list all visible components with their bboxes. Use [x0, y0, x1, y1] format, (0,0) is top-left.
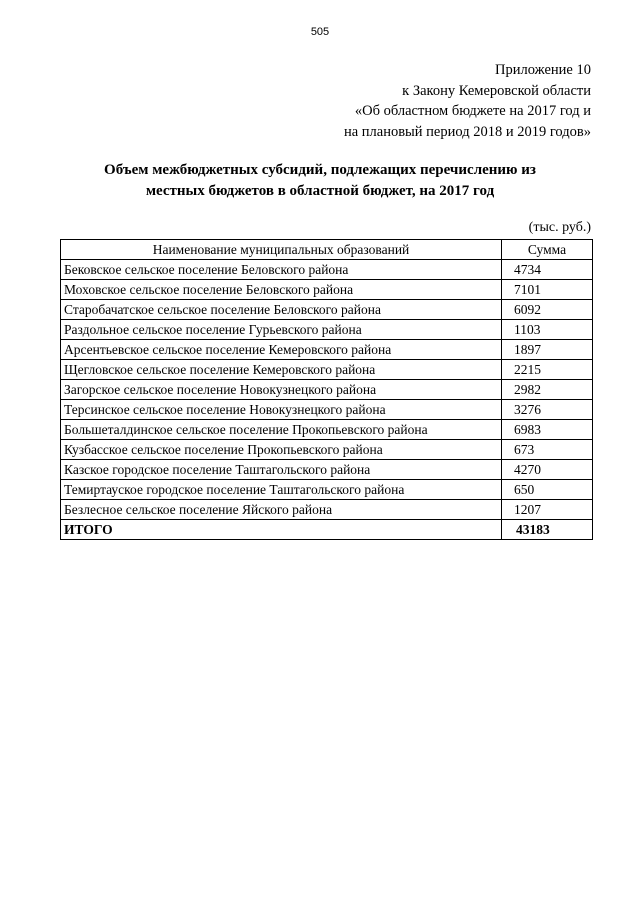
- header-name: Наименование муниципальных образований: [61, 240, 502, 260]
- row-name: Раздольное сельское поселение Гурьевского района: [61, 320, 502, 340]
- table-row: [61, 320, 593, 340]
- row-sum: 2982: [502, 380, 593, 400]
- table-row: [61, 360, 593, 380]
- row-name: Большеталдинское сельское поселение Прокопьевского района: [61, 420, 502, 440]
- subsidies-table: [60, 239, 593, 540]
- table-row: [61, 280, 593, 300]
- appendix-line-3: «Об областном бюджете на 2017 год и: [354, 103, 591, 119]
- row-name: Арсентьевское сельское поселение Кемеровского района: [61, 340, 502, 360]
- table-row: [61, 460, 593, 480]
- row-sum: 673: [502, 440, 593, 460]
- row-sum: 1103: [502, 320, 593, 340]
- row-name: Безлесное сельское поселение Яйского района: [61, 500, 502, 520]
- table-row: [61, 260, 593, 280]
- table-header-row: [61, 240, 593, 260]
- row-name: Казское городское поселение Таштагольского района: [61, 460, 502, 480]
- table-row: [61, 400, 593, 420]
- table-row: [61, 340, 593, 360]
- total-row: [61, 520, 593, 540]
- table-row: [61, 420, 593, 440]
- row-name: Терсинское сельское поселение Новокузнецкого района: [61, 400, 502, 420]
- table-row: [61, 380, 593, 400]
- row-sum: 2215: [502, 360, 593, 380]
- row-sum: 3276: [502, 400, 593, 420]
- appendix-line-1: Приложение 10: [495, 62, 591, 78]
- title-line-1: Объем межбюджетных субсидий, подлежащих перечислению из: [104, 162, 536, 178]
- row-name: Загорское сельское поселение Новокузнецкого района: [61, 380, 502, 400]
- row-name: Бековское сельское поселение Беловского района: [61, 260, 502, 280]
- row-sum: 4734: [502, 260, 593, 280]
- row-name: Моховское сельское поселение Беловского района: [61, 280, 502, 300]
- row-sum: 6092: [502, 300, 593, 320]
- units-label: (тыс. руб.): [528, 220, 591, 235]
- row-name: Темиртауское городское поселение Таштагольского района: [61, 480, 502, 500]
- row-sum: 1207: [502, 500, 593, 520]
- row-name: Кузбасское сельское поселение Прокопьевского района: [61, 440, 502, 460]
- document-title: [0, 160, 640, 202]
- header-sum: Сумма: [502, 240, 593, 260]
- total-label: ИТОГО: [61, 520, 502, 540]
- title-line-2: местных бюджетов в областной бюджет, на 2017 год: [145, 183, 495, 199]
- row-name: Щегловское сельское поселение Кемеровского района: [61, 360, 502, 380]
- row-sum: 6983: [502, 420, 593, 440]
- row-sum: 1897: [502, 340, 593, 360]
- row-sum: 4270: [502, 460, 593, 480]
- total-sum: 43183: [502, 520, 593, 540]
- appendix-line-4: на плановый период 2018 и 2019 годов»: [343, 123, 591, 140]
- page-number: 505: [310, 26, 330, 38]
- row-name: Старобачатское сельское поселение Беловского района: [61, 300, 502, 320]
- row-sum: 7101: [502, 280, 593, 300]
- appendix-header: [344, 60, 591, 142]
- table-row: [61, 300, 593, 320]
- table-row: [61, 500, 593, 520]
- appendix-line-2: к Закону Кемеровской области: [402, 82, 591, 99]
- row-sum: 650: [502, 480, 593, 500]
- table-row: [61, 440, 593, 460]
- table-row: [61, 480, 593, 500]
